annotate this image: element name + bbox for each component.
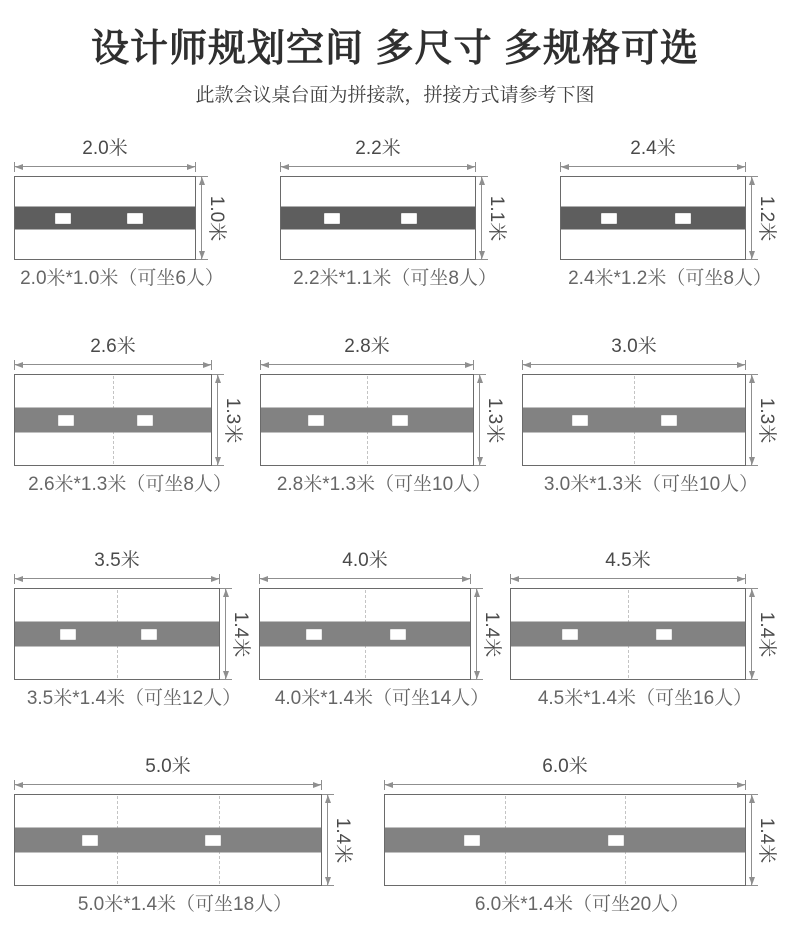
cable-trough-band [385,828,745,853]
height-dimension [746,374,780,466]
width-dimension [522,336,746,370]
arrow-up-icon [215,375,221,383]
height-dimension [196,176,230,260]
arrow-left-icon [281,164,289,170]
tabletop-rect [280,176,476,260]
width-dimension-line [14,162,196,172]
width-dimension-label: 2.8米 [344,336,390,357]
width-dimension [384,756,746,790]
arrow-left-icon [385,782,393,788]
width-dimension [260,336,474,370]
cable-trough-band [261,408,473,433]
arrow-up-icon [325,795,331,803]
width-dimension-line [384,780,746,790]
arrow-right-icon [737,362,745,368]
arrow-down-icon [749,251,755,259]
arrow-up-icon [223,589,229,597]
diagram-2-4m [560,138,780,292]
height-dimension [471,588,505,680]
arrow-down-icon [749,877,755,885]
width-dimension-label: 4.5米 [605,550,651,571]
width-dimension-line [280,162,476,172]
arrow-down-icon [325,877,331,885]
arrow-up-icon [749,795,755,803]
page-header [0,26,790,108]
arrow-left-icon [260,576,268,582]
arrow-right-icon [465,362,473,368]
cable-grommet [656,629,672,640]
arrow-down-icon [199,251,205,259]
tabletop-rect [14,176,196,260]
height-dimension [746,794,780,886]
tabletop-rect [260,374,474,466]
width-dimension-line [522,360,746,370]
width-dimension-line [14,574,220,584]
size-row-4 [0,756,790,918]
page-subtitle: 此款会议桌台面为拼接款，拼接方式请参考下图 [195,85,595,106]
diagram-4-5m [510,550,780,712]
height-dimension-label: 1.0米 [206,195,228,241]
height-dimension-label: 1.3米 [484,397,506,443]
cable-grommet [141,629,157,640]
width-dimension-label: 3.0米 [611,336,657,357]
width-dimension-label: 3.5米 [94,550,140,571]
size-caption: 2.6米*1.3米（可坐8人） [28,474,232,495]
height-dimension-label: 1.4米 [756,611,778,657]
arrow-right-icon [203,362,211,368]
width-dimension-label: 2.6米 [90,336,136,357]
diagram-3-5m [14,550,254,712]
height-dimension-label: 1.3米 [222,397,244,443]
diagram-4-0m [259,550,505,712]
arrow-up-icon [474,589,480,597]
height-dimension [476,176,510,260]
height-dimension-label: 1.4米 [756,817,778,863]
width-dimension [510,550,746,584]
arrow-left-icon [523,362,531,368]
width-dimension-line [510,574,746,584]
arrow-down-icon [223,671,229,679]
height-dimension-label: 1.4米 [230,611,252,657]
arrow-right-icon [737,576,745,582]
arrow-up-icon [749,589,755,597]
size-caption: 4.0米*1.4米（可坐14人） [274,688,490,709]
cable-grommet [55,213,71,224]
cable-grommet [572,415,588,426]
width-dimension-line [560,162,746,172]
tabletop-rect [14,588,220,680]
width-dimension-label: 2.0米 [82,138,128,159]
width-dimension [14,336,212,370]
tabletop-rect [14,374,212,466]
cable-grommet [601,213,617,224]
cable-trough-band [15,207,195,230]
cable-grommet [661,415,677,426]
cable-grommet [562,629,578,640]
size-caption: 5.0米*1.4米（可坐18人） [77,894,293,915]
height-dimension-label: 1.1米 [486,195,508,241]
width-dimension-line [259,574,471,584]
width-dimension [14,550,220,584]
height-dimension-label: 1.4米 [481,611,503,657]
arrow-up-icon [479,177,485,185]
arrow-down-icon [474,671,480,679]
arrow-right-icon [737,164,745,170]
cable-grommet [392,415,408,426]
cable-grommet [401,213,417,224]
cable-grommet [137,415,153,426]
size-caption: 2.2米*1.1米（可坐8人） [293,268,497,289]
arrow-right-icon [737,782,745,788]
diagram-2-0m [14,138,230,292]
width-dimension [14,138,196,172]
tabletop-rect [510,588,746,680]
arrow-left-icon [15,164,23,170]
width-dimension [280,138,476,172]
height-dimension [474,374,508,466]
tabletop-rect [14,794,322,886]
cable-grommet [60,629,76,640]
tabletop-rect [522,374,746,466]
size-row-2 [0,336,790,498]
cable-trough-band [561,207,745,230]
width-dimension-line [260,360,474,370]
width-dimension-label: 6.0米 [542,756,588,777]
arrow-right-icon [462,576,470,582]
arrow-right-icon [313,782,321,788]
cable-trough-band [15,408,211,433]
cable-grommet [58,415,74,426]
cable-trough-band [260,622,470,647]
tabletop-rect [384,794,746,886]
tabletop-rect [560,176,746,260]
width-dimension-label: 2.2米 [355,138,401,159]
width-dimension-label: 2.4米 [630,138,676,159]
cable-trough-band [15,828,321,853]
arrow-up-icon [749,177,755,185]
cable-grommet [82,835,98,846]
arrow-left-icon [15,576,23,582]
size-caption: 4.5米*1.4米（可坐16人） [537,688,753,709]
height-dimension [746,176,780,260]
arrow-up-icon [199,177,205,185]
arrow-left-icon [561,164,569,170]
arrow-down-icon [477,457,483,465]
arrow-right-icon [211,576,219,582]
size-caption: 2.0米*1.0米（可坐6人） [20,268,224,289]
diagram-2-2m [280,138,510,292]
arrow-left-icon [15,782,23,788]
cable-grommet [464,835,480,846]
arrow-left-icon [261,362,269,368]
width-dimension-line [14,780,322,790]
arrow-up-icon [749,375,755,383]
diagram-6-0m [384,756,780,918]
tabletop-rect [259,588,471,680]
size-caption: 3.5米*1.4米（可坐12人） [26,688,242,709]
diagram-2-6m [14,336,246,498]
cable-trough-band [523,408,745,433]
width-dimension [560,138,746,172]
arrow-right-icon [187,164,195,170]
arrow-up-icon [477,375,483,383]
diagram-2-8m [260,336,508,498]
cable-grommet [675,213,691,224]
cable-grommet [205,835,221,846]
cable-grommet [390,629,406,640]
cable-grommet [127,213,143,224]
arrow-left-icon [511,576,519,582]
diagram-5-0m [14,756,356,918]
height-dimension [746,588,780,680]
cable-grommet [608,835,624,846]
width-dimension-line [14,360,212,370]
size-caption: 2.8米*1.3米（可坐10人） [276,474,492,495]
arrow-left-icon [15,362,23,368]
arrow-down-icon [215,457,221,465]
cable-trough-band [281,207,475,230]
height-dimension [212,374,246,466]
height-dimension [322,794,356,886]
page-title: 设计师规划空间 多尺寸 多规格可选 [90,28,700,70]
cable-grommet [324,213,340,224]
cable-trough-band [511,622,745,647]
arrow-right-icon [467,164,475,170]
width-dimension [259,550,471,584]
cable-trough-band [15,622,219,647]
arrow-down-icon [749,671,755,679]
size-caption: 2.4米*1.2米（可坐8人） [568,268,772,289]
height-dimension [220,588,254,680]
size-caption: 6.0米*1.4米（可坐20人） [474,894,690,915]
arrow-down-icon [479,251,485,259]
width-dimension-label: 4.0米 [342,550,388,571]
size-caption: 3.0米*1.3米（可坐10人） [543,474,759,495]
size-row-1 [0,138,790,292]
height-dimension-label: 1.3米 [756,397,778,443]
width-dimension [14,756,322,790]
diagram-3-0m [522,336,780,498]
size-row-3 [0,550,790,712]
height-dimension-label: 1.2米 [756,195,778,241]
width-dimension-label: 5.0米 [145,756,191,777]
height-dimension-label: 1.4米 [332,817,354,863]
cable-grommet [308,415,324,426]
arrow-down-icon [749,457,755,465]
cable-grommet [306,629,322,640]
